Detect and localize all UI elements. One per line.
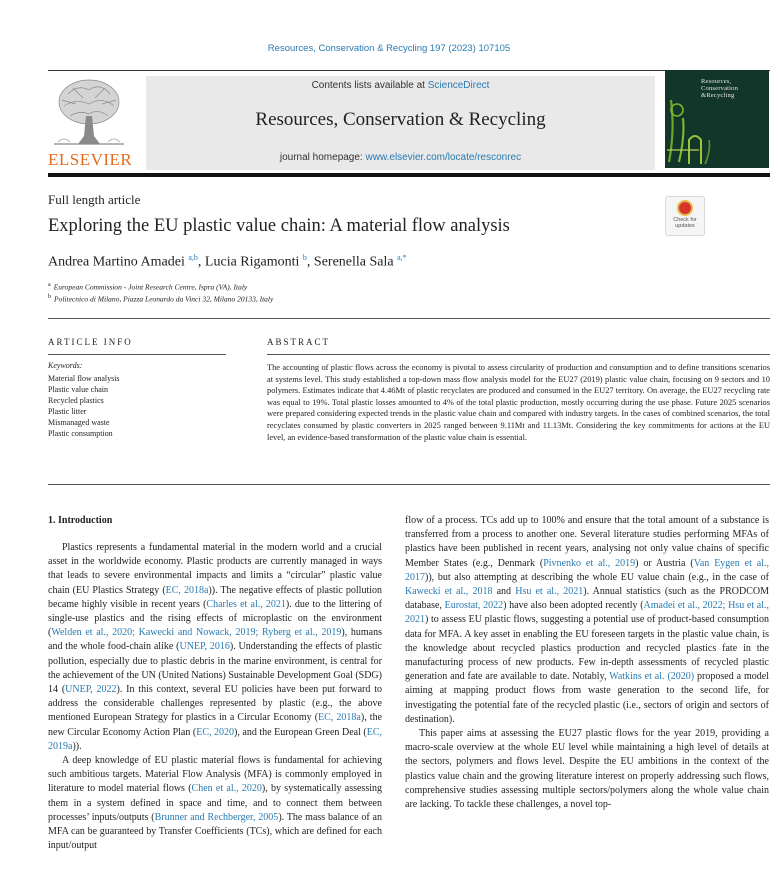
body-text: ) or Austria ( <box>635 557 694 569</box>
homepage-link[interactable]: www.elsevier.com/locate/resconrec <box>365 152 522 163</box>
citation-link[interactable]: Van Eygen et al., 2017 <box>405 557 769 583</box>
section-rule <box>48 318 770 319</box>
body-paragraph <box>405 727 769 812</box>
affiliation <box>48 282 247 292</box>
journal-name: Resources, Conservation & Recycling <box>255 109 546 130</box>
body-text: ). due to the littering of single-use plastics and the rising effects of microplastic on the environment ( <box>48 598 383 639</box>
keyword-list <box>48 373 120 439</box>
author-name[interactable]: Serenella Sala <box>313 254 394 270</box>
body-column-left <box>48 541 382 853</box>
author-name[interactable]: Lucia Rigamonti <box>204 254 300 270</box>
author-affiliation-sup[interactable]: b <box>302 253 307 262</box>
body-text: ). Annual statistics (such as the PRODCOM database, <box>405 586 769 612</box>
citation-link[interactable]: Eurostat, 2022 <box>444 600 504 612</box>
author-name[interactable]: Andrea Martino Amadei <box>48 254 185 270</box>
section-heading: 1. Introduction <box>48 515 113 526</box>
citation-link[interactable]: Watkins et al. (2020) <box>609 671 695 683</box>
citation-link[interactable]: Welden et al., 2020; Kawecki and Nowack, 2019; Ryberg et al., 2019 <box>51 627 342 639</box>
affiliation-text: European Commission - Joint Research Centre, Ispra (VA), Italy <box>53 282 248 292</box>
body-text: ). In this context, several EU policies have been put forward to address the considerable challenges represented by plastic (e.g., the above mentioned European Strategy for plastics in a Circular Economy ( <box>48 684 382 724</box>
check-badge-line: updates <box>675 223 695 229</box>
body-text: proposed a model aiming at mapping product flows from waste generation to the second life, for investigating the potential fate of the recycled plastic (i.e., sectors of origin and sectors of destination). <box>405 671 770 725</box>
body-text: ), humans and the whole food-chain alike ( <box>48 627 382 653</box>
body-column-right <box>405 514 769 812</box>
article-type: Full length article <box>48 192 141 207</box>
journal-banner <box>146 76 655 170</box>
contents-line <box>146 80 655 91</box>
contents-prefix: Contents lists available at <box>311 80 428 91</box>
body-text: A deep knowledge of EU plastic material flows is fundamental for achieving such ambitious targets. Material Flow Analysis (MFA) is commonly employed in literature to model material flows ( <box>48 755 382 795</box>
cover-title <box>701 78 767 99</box>
affiliation-sup: b <box>48 294 51 300</box>
citation-link[interactable]: UNEP, 2022 <box>65 684 117 696</box>
bookmark-icon <box>677 200 693 216</box>
homepage-line <box>146 152 655 163</box>
citation-link[interactable]: EC, 2018a <box>318 712 361 724</box>
citation-link[interactable]: UNEP, 2016 <box>179 641 230 653</box>
sciencedirect-link[interactable]: ScienceDirect <box>427 80 490 91</box>
article-info-rule <box>48 354 226 355</box>
body-text: ), and the European Green Deal ( <box>234 726 367 738</box>
header-thick-rule <box>48 173 770 177</box>
article-info-heading: ARTICLE INFO <box>48 337 133 347</box>
citation-link[interactable]: EC, 2020 <box>196 726 235 738</box>
affiliation-text: Politecnico di Milano, Piazza Leonardo da Vinci 32, Milano 20133, Italy <box>54 294 274 304</box>
cover-title-line: Conservation <box>701 85 739 92</box>
abstract-heading: ABSTRACT <box>267 337 331 347</box>
abstract-text: The accounting of plastic flows across the economy is pivotal to assess circularity of production and consumption and to define transitions scenarios at systems level. This study established a top-down mass flow analysis model for the EU27 (2019) plastic value chain, focusing on 9 sectors and 10 polymers. Estimates indicate that 4.46Mt of plastic recyclates are produced and consumed in the EU27 territory. On average, the EU27 recycling rate was equal to 19%. Total plastic losses amounted to 4% of the total plastic production, mostly occurring during the use phase. Future 2025 scenarios were prepared considering expected trends in the plastic value chain and compared with industry targets. In the cases of combined scenarios, the total recyclates consumed by plastic converters in 2025 ranged between 9.11Mt and 11.13Mt. Considering the key commitments for actions at the EU level, an evidence-based transformation of the plastic value chain is essential. <box>267 363 770 442</box>
tree-icon <box>48 76 130 148</box>
journal-cover[interactable] <box>665 70 769 168</box>
body-text: ), the new Circular Economy Action Plan ( <box>48 712 383 738</box>
keyword: Material flow analysis <box>48 374 120 383</box>
keyword: Mismanaged waste <box>48 418 110 427</box>
citation-link[interactable]: EC, 2019a <box>48 726 382 752</box>
author-affiliation-sup[interactable]: a,b <box>188 253 198 262</box>
journal-reference[interactable]: Resources, Conservation & Recycling 197 (2023) 107105 <box>267 43 511 54</box>
top-rule <box>48 70 770 71</box>
body-paragraph <box>48 541 382 754</box>
citation-link[interactable]: EC, 2018a <box>165 584 209 596</box>
keyword: Plastic value chain <box>48 385 108 394</box>
body-paragraph <box>48 754 382 853</box>
body-text: ) to assess EU plastic flows, suggesting a potential use of product-based consumption data for MFA. A key asset in enabling the EU foreseen targets in the plastic value chain, is the knowledge about recycled plastics production and recycled plastics fate in the manufacturing process of new products. Few in-depth assessments of recycled plastic generation and fate are available to date. Notably, <box>405 614 769 683</box>
citation-link[interactable]: Chen et al., 2020 <box>191 783 262 795</box>
keyword: Plastic litter <box>48 407 87 416</box>
body-text: Plastics represents a fundamental material in the modern world and a crucial asset in the worldwide economy. Plastic products are currently managed in ways that leads to severe environmental impacts and limits a “circular” plastic value chain (EU Plastics Strategy ( <box>48 542 382 596</box>
cover-title-line: &Recycling <box>701 92 735 99</box>
body-text: ). Understanding the effects of plastic pollution, especially due to plastic debris in the marine environment, is central for the achievement of the UN (United Nations) Sustainable Development Goal (SDG) 14 ( <box>48 641 382 696</box>
body-paragraph <box>405 514 769 727</box>
body-text: )). <box>72 740 82 752</box>
body-text: This paper aims at assessing the EU27 plastic flows for the year 2019, providing a macro-scale overview at the whole EU level while maintaining a high level of details at the sectors, polymers and flows level. Despite the EU ambitions in the context of the plastics value chain and the growing literature interest on properly addressing such flows, comprehensive studies assessing multiple sectors/polymers along the whole value chain are lacking. To tackle these challenges, a novel top- <box>405 728 769 811</box>
body-text: ). The mass balance of an MFA can be guaranteed by Transfer Coefficients (TCs), which are defined for each input/output <box>48 811 382 852</box>
affiliation <box>48 294 273 304</box>
abstract-rule <box>267 354 770 355</box>
body-text: )). The negative effects of plastic pollution became highly visible in recent years ( <box>48 584 382 610</box>
keywords-label: Keywords: <box>48 361 83 370</box>
body-text: )), but also attempting at describing the whole EU value chain (e.g., in the case of <box>425 571 769 583</box>
keyword: Plastic consumption <box>48 429 113 438</box>
citation-link[interactable]: Pivnenko et al., 2019 <box>543 557 636 569</box>
body-text: flow of a process. TCs add up to 100% and ensure that the total amount of a substance is transferred from a process to another one. Several literature studies performing MFAs of plastics have been published in recent years, analysing not only value chains of specific Member States (e.g., Denmark ( <box>405 515 769 569</box>
cover-title-line: Resources, <box>701 78 732 85</box>
citation-link[interactable]: Brunner and Rechberger, 2005 <box>154 811 279 823</box>
body-text: ) have also been adopted recently ( <box>503 600 644 612</box>
check-for-updates-button[interactable] <box>665 196 705 236</box>
keyword: Recycled plastics <box>48 396 104 405</box>
citation-link[interactable]: Amadei et al., 2022; Hsu et al., 2021 <box>405 600 769 626</box>
section-rule <box>48 484 770 485</box>
article-title: Exploring the EU plastic value chain: A material flow analysis <box>48 216 510 236</box>
homepage-prefix: journal homepage: <box>279 152 366 163</box>
author-list: Andrea Martino Amadei $^{a,b}$, Lucia Rigamonti $^b$, Serenella Sala $^{a,*}$ <box>48 253 407 270</box>
citation-link[interactable]: Hsu et al., 2021 <box>515 586 584 598</box>
publisher-name: ELSEVIER <box>48 150 133 169</box>
publisher-logo <box>48 76 133 170</box>
citation-link[interactable]: Kawecki et al., 2018 <box>405 586 493 598</box>
author-affiliation-sup[interactable]: a,* <box>397 253 407 262</box>
citation-link[interactable]: Charles et al., 2021 <box>206 598 286 610</box>
body-text: and <box>492 586 516 598</box>
affiliation-sup: a <box>48 282 51 288</box>
check-badge-line: Check for <box>673 217 697 223</box>
body-text: ), by systematically assessing them in a system defined in space and time, and to connect them between processes’ inputs/outputs ( <box>48 783 382 823</box>
